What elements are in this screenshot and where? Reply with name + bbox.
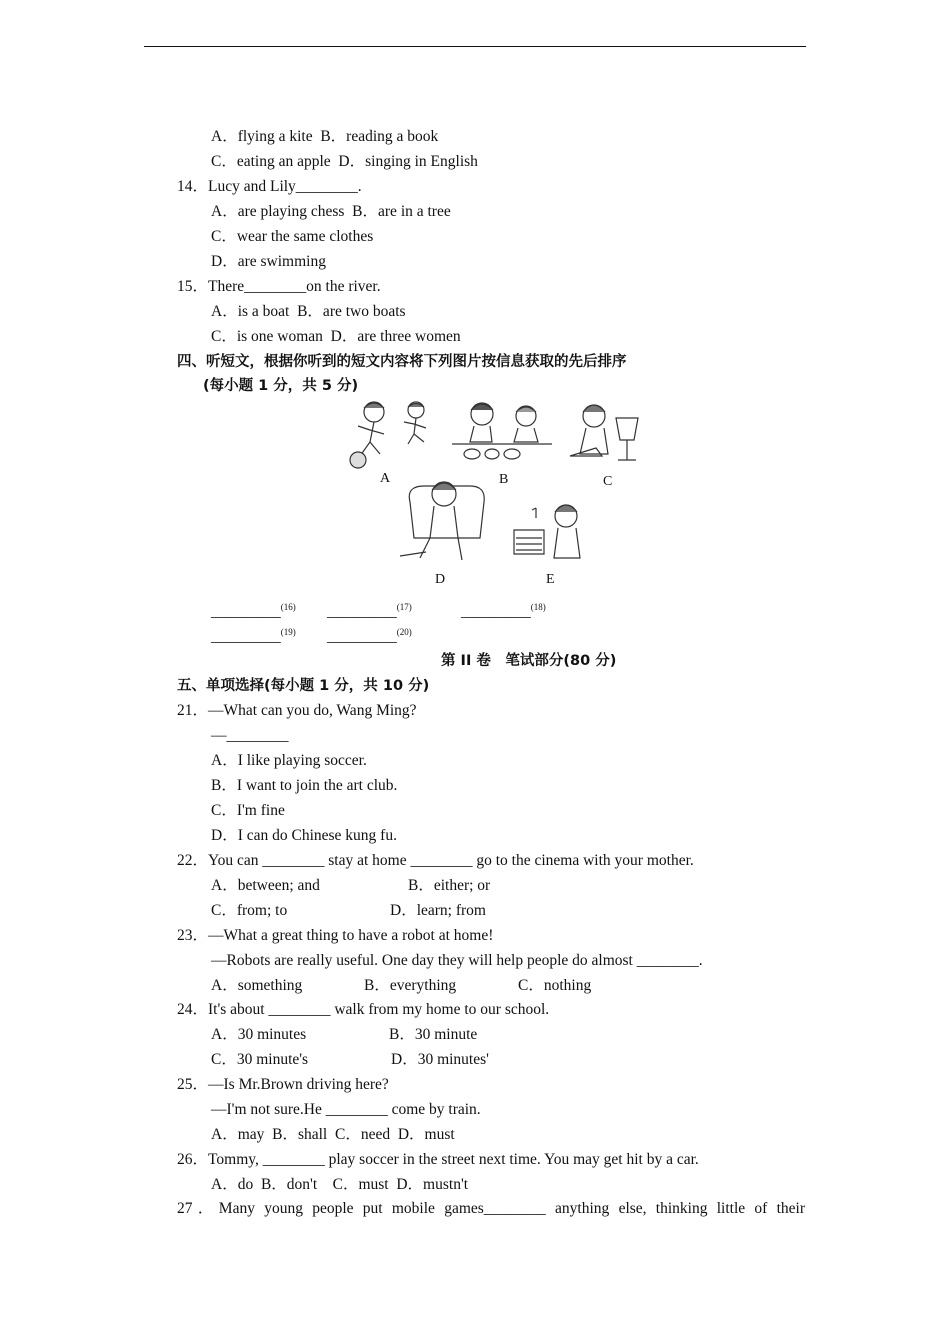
q23-option-a: A．something — [211, 977, 303, 994]
q21-option-b: B．I want to join the art club. — [211, 777, 398, 794]
picture-c-kid-reading-lamp — [570, 405, 638, 460]
q15-options-cd: C．is one woman D．are three women — [211, 328, 461, 345]
q23-reply: —Robots are really useful. One day they will help people do almost ________. — [211, 952, 703, 969]
q21-option-a: A．I like playing soccer. — [211, 752, 367, 769]
q23-stem: 23．—What a great thing to have a robot at home! — [177, 927, 494, 944]
picture-label-e: E — [546, 572, 555, 587]
q24-stem: 24．It's about ________ walk from my home to our school. — [177, 1001, 550, 1018]
picture-illustrations — [340, 398, 650, 594]
q14-option-d: D．are swimming — [211, 253, 326, 270]
part2-title: 第 II 卷 笔试部分(80 分) — [441, 653, 617, 669]
q24-option-c: C．30 minute's — [211, 1051, 309, 1068]
q24-option-a: A．30 minutes — [211, 1026, 307, 1043]
section4-title: 四、听短文，根据你听到的短文内容将下列图片按信息获取的先后排序 — [177, 354, 627, 370]
q15-stem: 15．There________on the river. — [177, 278, 381, 295]
q14-options-ab: A．are playing chess B．are in a tree — [211, 203, 451, 220]
answer-blank-19: _________$^{(19)}$ — [211, 626, 296, 645]
q21-option-c: C．I'm fine — [211, 802, 285, 819]
q25-reply: —I'm not sure.He ________ come by train. — [211, 1101, 481, 1118]
answer-blank-18: _________$^{(18)}$ — [461, 601, 546, 620]
q23-option-c: C．nothing — [518, 977, 592, 994]
picture-a-kids-soccer — [350, 402, 426, 468]
q22-option-a: A．between; and — [211, 877, 320, 894]
q21-option-d: D．I can do Chinese kung fu. — [211, 827, 397, 844]
q15-options-ab: A．is a boat B．are two boats — [211, 303, 406, 320]
q22-option-d: D．learn; from — [390, 902, 486, 919]
q24-option-d: D．30 minutes' — [391, 1051, 489, 1068]
header-rule — [144, 46, 806, 47]
q24-option-b: B．30 minute — [389, 1026, 478, 1043]
q26-options: A．do B．don't C．must D．mustn't — [211, 1176, 469, 1193]
q14-stem: 14．Lucy and Lily________. — [177, 178, 362, 195]
section4-note: (每小题 1 分，共 5 分) — [203, 378, 359, 394]
q22-stem: 22．You can ________ stay at home ________ go to the cinema with your mother. — [177, 852, 694, 869]
q25-stem: 25．—Is Mr.Brown driving here? — [177, 1076, 389, 1093]
section5-title: 五、单项选择(每小题 1 分，共 10 分) — [177, 678, 430, 694]
answer-blank-17: _________$^{(17)}$ — [327, 601, 412, 620]
q22-option-c: C．from; to — [211, 902, 288, 919]
picture-d-kid-armchair — [400, 482, 484, 560]
picture-label-c: C — [603, 474, 613, 489]
picture-e-kid-piano — [514, 505, 580, 558]
q13-options-cd: C．eating an apple D．singing in English — [211, 153, 478, 170]
picture-set — [340, 398, 650, 594]
picture-b-kids-table — [452, 403, 552, 459]
picture-label-a: A — [380, 471, 391, 486]
picture-label-b: B — [499, 472, 509, 487]
q13-options-ab: A．flying a kite B．reading a book — [211, 128, 439, 145]
q14-option-c: C．wear the same clothes — [211, 228, 374, 245]
q21-answer-line: —________ — [211, 727, 289, 744]
q21-stem: 21．—What can you do, Wang Ming? — [177, 702, 417, 719]
answer-blank-20: _________$^{(20)}$ — [327, 626, 412, 645]
answer-blank-16: _________$^{(16)}$ — [211, 601, 296, 620]
picture-label-d: D — [435, 572, 446, 587]
q25-options: A．may B．shall C．need D．must — [211, 1126, 455, 1143]
q22-option-b: B．either; or — [408, 877, 491, 894]
q27-stem: 27．Many young people put mobile games________ anything else, thinking little of their — [177, 1200, 805, 1217]
q23-option-b: B．everything — [364, 977, 457, 994]
q26-stem: 26．Tommy, ________ play soccer in the street next time. You may get hit by a car. — [177, 1151, 699, 1168]
